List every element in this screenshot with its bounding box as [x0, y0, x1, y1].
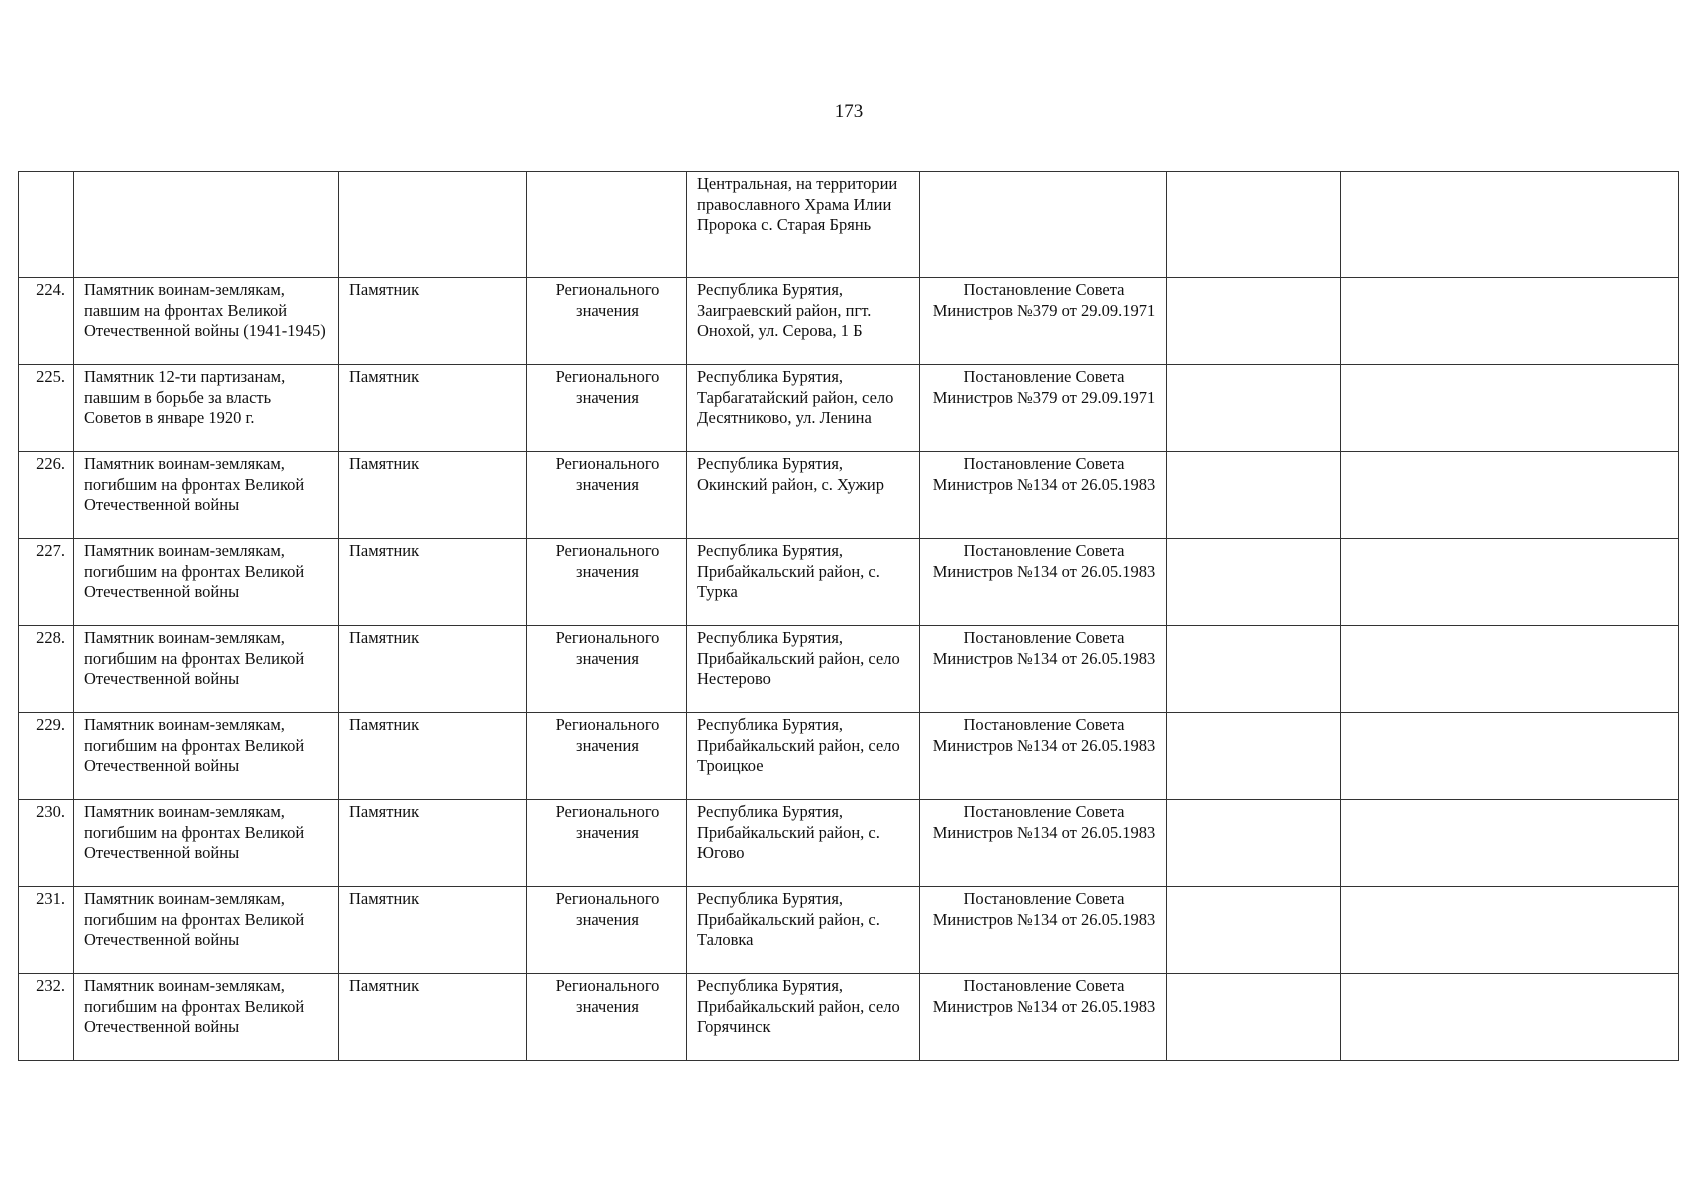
- cell-type: Памятник: [339, 887, 527, 974]
- cell-number: 225.: [19, 365, 74, 452]
- cell-number: 228.: [19, 626, 74, 713]
- cell-category: Регионального значения: [527, 452, 687, 539]
- cell-document: Постановление Совета Министров №134 от 26.05.1983: [920, 974, 1167, 1061]
- cell-category: Регионального значения: [527, 974, 687, 1061]
- table-row: [19, 278, 1679, 365]
- cell-extra-2: [1341, 539, 1679, 626]
- cell-extra-1: [1167, 452, 1341, 539]
- cell-address: Республика Бурятия, Окинский район, с. Хужир: [687, 452, 920, 539]
- cell-address: Республика Бурятия, Прибайкальский район, с. Таловка: [687, 887, 920, 974]
- cell-extra-1: [1167, 365, 1341, 452]
- cell-extra-2: [1341, 626, 1679, 713]
- cell-type: Памятник: [339, 974, 527, 1061]
- cell-number: 224.: [19, 278, 74, 365]
- cell-document: Постановление Совета Министров №134 от 26.05.1983: [920, 452, 1167, 539]
- cell-name: Памятник воинам-землякам, погибшим на фронтах Великой Отечественной войны: [74, 800, 339, 887]
- table-row: [19, 887, 1679, 974]
- cell-category: Регионального значения: [527, 365, 687, 452]
- cell-address: Республика Бурятия, Прибайкальский район, село Нестерово: [687, 626, 920, 713]
- cell-extra-2: [1341, 974, 1679, 1061]
- cell-document: Постановление Совета Министров №379 от 29.09.1971: [920, 365, 1167, 452]
- cell-type: Памятник: [339, 278, 527, 365]
- page-number: 173: [834, 101, 864, 122]
- cell-document: Постановление Совета Министров №379 от 29.09.1971: [920, 278, 1167, 365]
- cell-type: [339, 172, 527, 278]
- cell-extra-2: [1341, 278, 1679, 365]
- cell-extra-2: [1341, 887, 1679, 974]
- cell-address: Республика Бурятия, Прибайкальский район, село Троицкое: [687, 713, 920, 800]
- table-row: [19, 365, 1679, 452]
- table-row: [19, 452, 1679, 539]
- cell-document: [920, 172, 1167, 278]
- cell-extra-2: [1341, 452, 1679, 539]
- cell-type: Памятник: [339, 713, 527, 800]
- cell-address: Республика Бурятия, Прибайкальский район, село Горячинск: [687, 974, 920, 1061]
- cell-document: Постановление Совета Министров №134 от 26.05.1983: [920, 626, 1167, 713]
- cell-extra-1: [1167, 278, 1341, 365]
- cell-name: Памятник воинам-землякам, погибшим на фронтах Великой Отечественной войны: [74, 626, 339, 713]
- monuments-table: [18, 171, 1679, 1061]
- cell-category: Регионального значения: [527, 800, 687, 887]
- cell-document: Постановление Совета Министров №134 от 26.05.1983: [920, 887, 1167, 974]
- cell-number: 232.: [19, 974, 74, 1061]
- table-row-continuation: [19, 172, 1679, 278]
- cell-type: Памятник: [339, 800, 527, 887]
- cell-address: Республика Бурятия, Прибайкальский район, с. Югово: [687, 800, 920, 887]
- cell-type: Памятник: [339, 365, 527, 452]
- cell-number: 226.: [19, 452, 74, 539]
- table-row: [19, 974, 1679, 1061]
- cell-type: Памятник: [339, 539, 527, 626]
- cell-extra-2: [1341, 713, 1679, 800]
- cell-address: Центральная, на территории православного Храма Илии Пророка с. Старая Брянь: [687, 172, 920, 278]
- cell-extra-1: [1167, 172, 1341, 278]
- cell-category: [527, 172, 687, 278]
- cell-extra-1: [1167, 887, 1341, 974]
- cell-extra-1: [1167, 974, 1341, 1061]
- cell-document: Постановление Совета Министров №134 от 26.05.1983: [920, 800, 1167, 887]
- cell-address: Республика Бурятия, Заиграевский район, пгт. Онохой, ул. Серова, 1 Б: [687, 278, 920, 365]
- cell-number: 231.: [19, 887, 74, 974]
- cell-extra-1: [1167, 539, 1341, 626]
- table-row: [19, 539, 1679, 626]
- cell-category: Регионального значения: [527, 713, 687, 800]
- cell-document: Постановление Совета Министров №134 от 26.05.1983: [920, 713, 1167, 800]
- cell-category: Регионального значения: [527, 626, 687, 713]
- cell-extra-2: [1341, 365, 1679, 452]
- cell-address: Республика Бурятия, Прибайкальский район, с. Турка: [687, 539, 920, 626]
- cell-category: Регионального значения: [527, 278, 687, 365]
- cell-name: Памятник воинам-землякам, погибшим на фронтах Великой Отечественной войны: [74, 887, 339, 974]
- cell-name: [74, 172, 339, 278]
- cell-name: Памятник воинам-землякам, погибшим на фронтах Великой Отечественной войны: [74, 539, 339, 626]
- cell-type: Памятник: [339, 626, 527, 713]
- cell-type: Памятник: [339, 452, 527, 539]
- cell-name: Памятник воинам-землякам, погибшим на фронтах Великой Отечественной войны: [74, 974, 339, 1061]
- cell-number: [19, 172, 74, 278]
- cell-extra-1: [1167, 626, 1341, 713]
- cell-extra-2: [1341, 800, 1679, 887]
- cell-address: Республика Бурятия, Тарбагатайский район, село Десятниково, ул. Ленина: [687, 365, 920, 452]
- cell-name: Памятник воинам-землякам, павшим на фронтах Великой Отечественной войны (1941-1945): [74, 278, 339, 365]
- cell-extra-1: [1167, 713, 1341, 800]
- cell-number: 229.: [19, 713, 74, 800]
- cell-name: Памятник 12-ти партизанам, павшим в борьбе за власть Советов в январе 1920 г.: [74, 365, 339, 452]
- cell-document: Постановление Совета Министров №134 от 26.05.1983: [920, 539, 1167, 626]
- cell-extra-1: [1167, 800, 1341, 887]
- table-row: [19, 626, 1679, 713]
- table-row: [19, 713, 1679, 800]
- cell-category: Регионального значения: [527, 887, 687, 974]
- cell-name: Памятник воинам-землякам, погибшим на фронтах Великой Отечественной войны: [74, 452, 339, 539]
- cell-number: 230.: [19, 800, 74, 887]
- cell-extra-2: [1341, 172, 1679, 278]
- table-row: [19, 800, 1679, 887]
- cell-category: Регионального значения: [527, 539, 687, 626]
- cell-name: Памятник воинам-землякам, погибшим на фронтах Великой Отечественной войны: [74, 713, 339, 800]
- cell-number: 227.: [19, 539, 74, 626]
